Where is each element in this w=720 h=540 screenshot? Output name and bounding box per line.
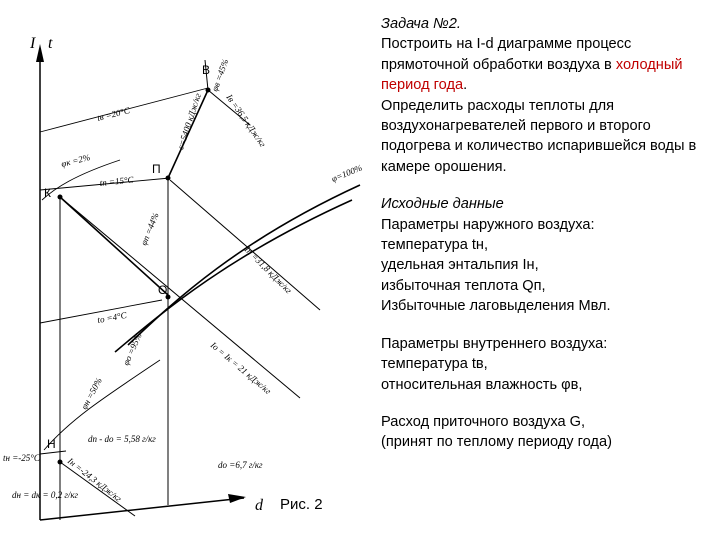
source-data-title: Исходные данные <box>381 196 504 213</box>
task-line-1: Построить на I-d диаграмме процесс прямоточной обработки воздуха в <box>381 36 632 73</box>
point-label-p: П <box>152 162 161 176</box>
task-line-2: Определить расходы теплоты для воздухонагревателей первого и второго подогрева и количество испарившейся воды в камере орошения. <box>381 97 697 175</box>
point-k <box>58 195 63 200</box>
label-i-n: Iн =-24,3 кДж/кг <box>65 455 124 504</box>
label-d-n: dн = dк = 0,2 г/кг <box>12 490 79 500</box>
axis-label-i: I <box>30 35 36 52</box>
label-phi-p: φп =44% <box>138 211 161 247</box>
supply-note: (принят по теплому периоду года) <box>381 434 612 451</box>
point-label-n: Н <box>47 437 56 451</box>
task-title: Задача №2. <box>381 16 461 32</box>
label-t-o: tо =4°C <box>96 310 128 325</box>
label-epsilon: ε=5400 кДж/кг <box>175 91 203 151</box>
task-statement <box>381 34 716 95</box>
task-text <box>381 14 716 453</box>
point-label-o: О <box>158 283 168 297</box>
label-i-o: Iо = Iк = 21 кДж/кг <box>208 339 274 397</box>
label-i-p: Iп =31,8 кДж/кг <box>242 244 294 296</box>
enthalpy-line-k-o <box>60 197 300 398</box>
label-t-p: tп =15°C <box>99 174 134 188</box>
y-axis-arrow <box>36 44 44 62</box>
point-n <box>58 460 63 465</box>
axis-label-t: t <box>48 35 53 52</box>
axis-label-d: d <box>255 497 263 514</box>
label-t-v: tв =20°C <box>96 105 131 123</box>
label-d-o: dо =6,7 г/кг <box>218 460 263 470</box>
outdoor-moisture: Избыточные лаговыделения Mвл. <box>381 298 611 315</box>
point-label-k: К <box>44 186 51 200</box>
task-line-1-end: . <box>463 77 468 94</box>
task-highlight: холодный период года <box>381 56 683 94</box>
label-phi-v: φв =45% <box>209 57 231 93</box>
label-phi-n: φн =50% <box>78 375 104 411</box>
label-phi-100: φ=100% <box>330 162 364 184</box>
label-phi-o: φо =95% <box>120 331 144 367</box>
enthalpy-line-n <box>60 462 135 516</box>
label-i-v: Iв =36,5 кДж/кг <box>224 92 268 149</box>
outdoor-enthalpy: удельная энтальпия Iн, <box>381 257 539 274</box>
supply-flow: Расход приточного воздуха G, <box>381 413 586 430</box>
point-p <box>166 176 171 181</box>
label-t-n: tн =-25°C <box>3 453 40 463</box>
label-d-delta: dп - dо = 5,58 г/кг <box>88 434 156 444</box>
indoor-temperature: температура tв, <box>381 356 488 373</box>
outdoor-heat: избыточная теплота Qп, <box>381 277 546 294</box>
outdoor-temperature: температура tн, <box>381 237 489 254</box>
saturation-curve-phi-100 <box>128 185 360 345</box>
figure-caption: Рис. 2 <box>280 496 323 513</box>
x-axis <box>40 498 244 520</box>
point-label-v: В <box>202 63 211 77</box>
isotherm-tn <box>40 451 66 454</box>
outdoor-title: Параметры наружного воздуха: <box>381 216 595 233</box>
label-phi-k: φк =2% <box>60 152 92 169</box>
indoor-humidity: относительная влажность φв, <box>381 376 583 393</box>
indoor-title: Параметры внутреннего воздуха: <box>381 335 608 352</box>
